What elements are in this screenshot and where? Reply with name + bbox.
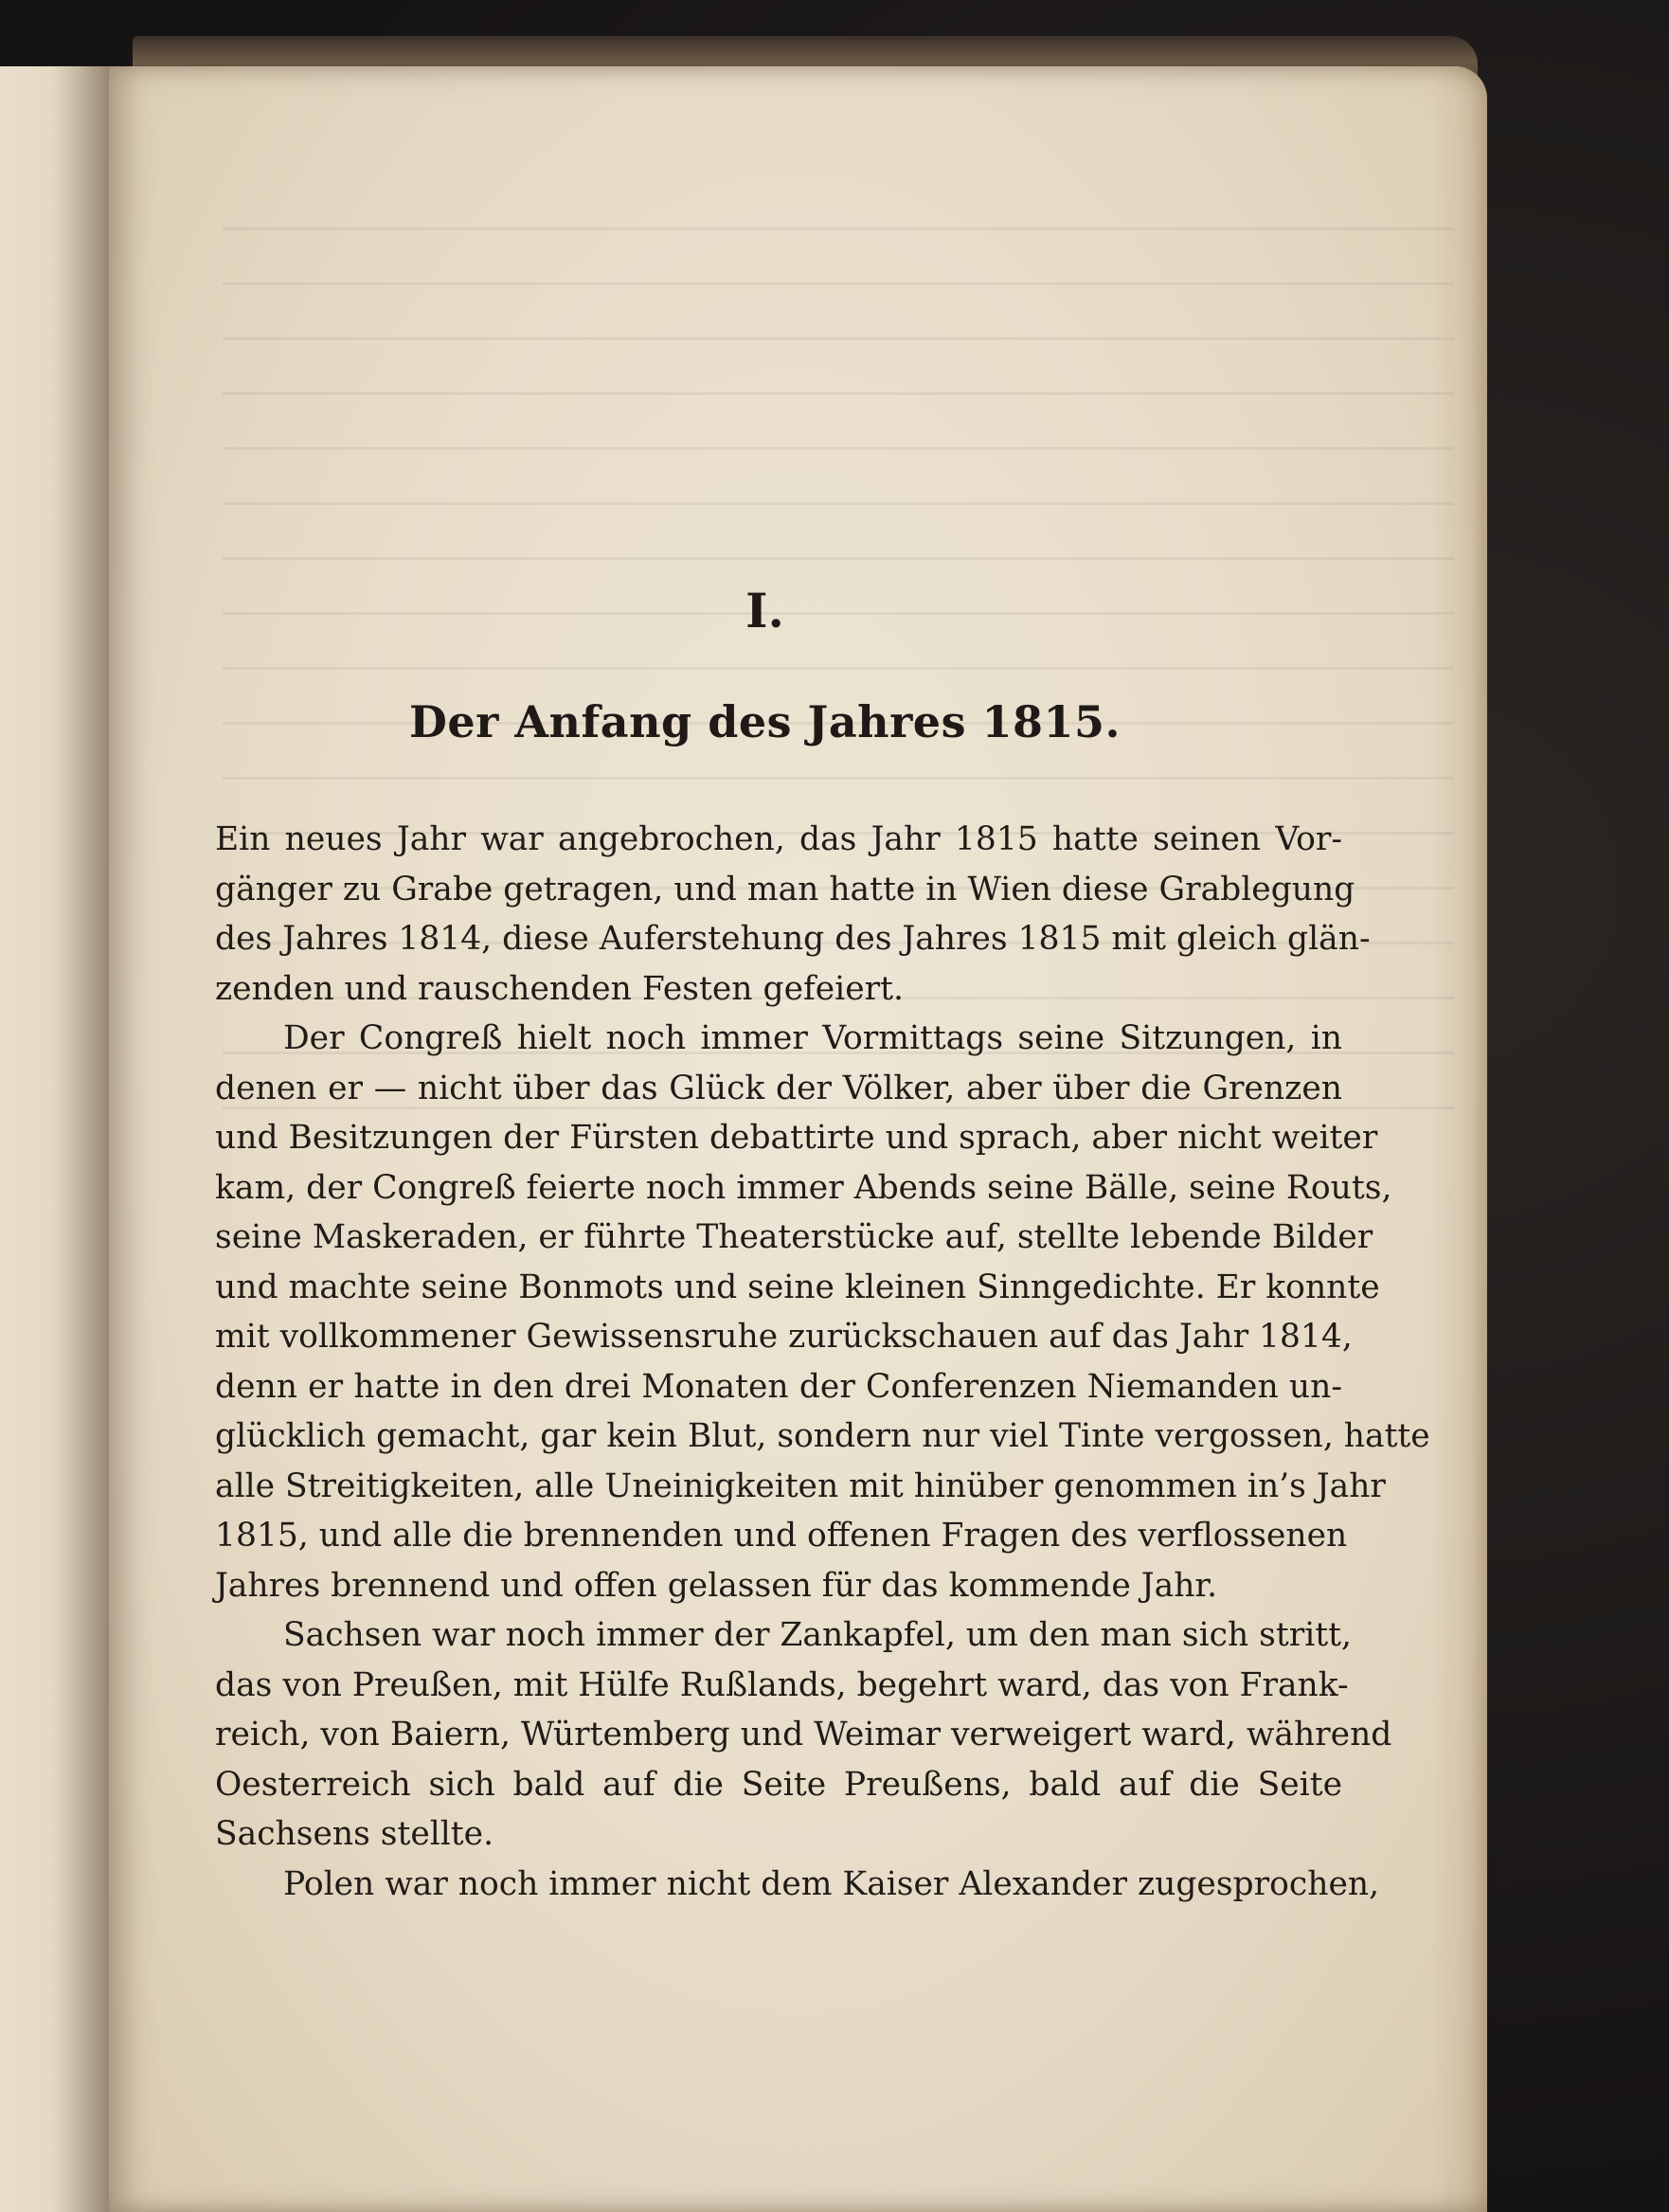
text-line: denen er — nicht über das Glück der Völker, aber über die Grenzen [215, 1069, 1342, 1107]
text-line: denn er hatte in den drei Monaten der Conferenzen Niemanden un- [215, 1367, 1342, 1406]
text-line: Der Congreß hielt noch immer Vormittags seine Sitzungen, in [283, 1019, 1342, 1057]
paragraph [215, 1014, 1430, 1610]
body-text [215, 815, 1430, 1909]
text-line: gänger zu Grabe getragen, und man hatte in Wien diese Grablegung [215, 870, 1355, 908]
text-line: Sachsen war noch immer der Zankapfel, um den man sich stritt, [283, 1616, 1352, 1654]
text-line: 1815, und alle die brennenden und offenen Fragen des verflossenen [215, 1517, 1348, 1555]
paragraph [215, 1610, 1392, 1860]
text-line: und machte seine Bonmots und seine kleinen Sinngedichte. Er konnte [215, 1268, 1380, 1306]
text-line: seine Maskeraden, er führte Theaterstücke auf, stellte lebende Bilder [215, 1218, 1373, 1256]
chapter-title: Der Anfang des Jahres 1815. [408, 696, 1122, 747]
book-page [109, 66, 1487, 2212]
text-line: Sachsens stellte. [215, 1815, 494, 1853]
paragraph [215, 815, 1371, 1014]
text-line: reich, von Baiern, Würtemberg und Weimar verweigert ward, während [215, 1716, 1392, 1753]
text-line: alle Streitigkeiten, alle Uneinigkeiten mit hinüber genommen in’s Jahr [215, 1466, 1386, 1505]
text-line: und Besitzungen der Fürsten debattirte und sprach, aber nicht weiter [215, 1119, 1378, 1157]
text-line: das von Preußen, mit Hülfe Rußlands, begehrt ward, das von Frank- [215, 1665, 1349, 1704]
paragraph [215, 1860, 1380, 1910]
text-line: Ein neues Jahr war angebrochen, das Jahr 1815 hatte seinen Vor- [215, 820, 1342, 858]
text-line: Oesterreich sich bald auf die Seite Preußens, bald auf die Seite [215, 1765, 1342, 1804]
text-line: zenden und rauschenden Festen gefeiert. [215, 969, 904, 1008]
text-line: kam, der Congreß feierte noch immer Abends seine Bälle, seine Routs, [215, 1168, 1392, 1207]
text-line: mit vollkommener Gewissensruhe zurückschauen auf das Jahr 1814, [215, 1318, 1353, 1356]
text-line: des Jahres 1814, diese Auferstehung des Jahres 1815 mit gleich glän- [215, 920, 1371, 958]
text-line: Jahres brennend und offen gelassen für das kommende Jahr. [215, 1566, 1218, 1605]
chapter-number: I. [745, 583, 784, 638]
text-line: Polen war noch immer nicht dem Kaiser Alexander zugesprochen, [283, 1864, 1380, 1903]
text-line: glücklich gemacht, gar kein Blut, sondern nur viel Tinte vergossen, hatte [215, 1417, 1430, 1455]
